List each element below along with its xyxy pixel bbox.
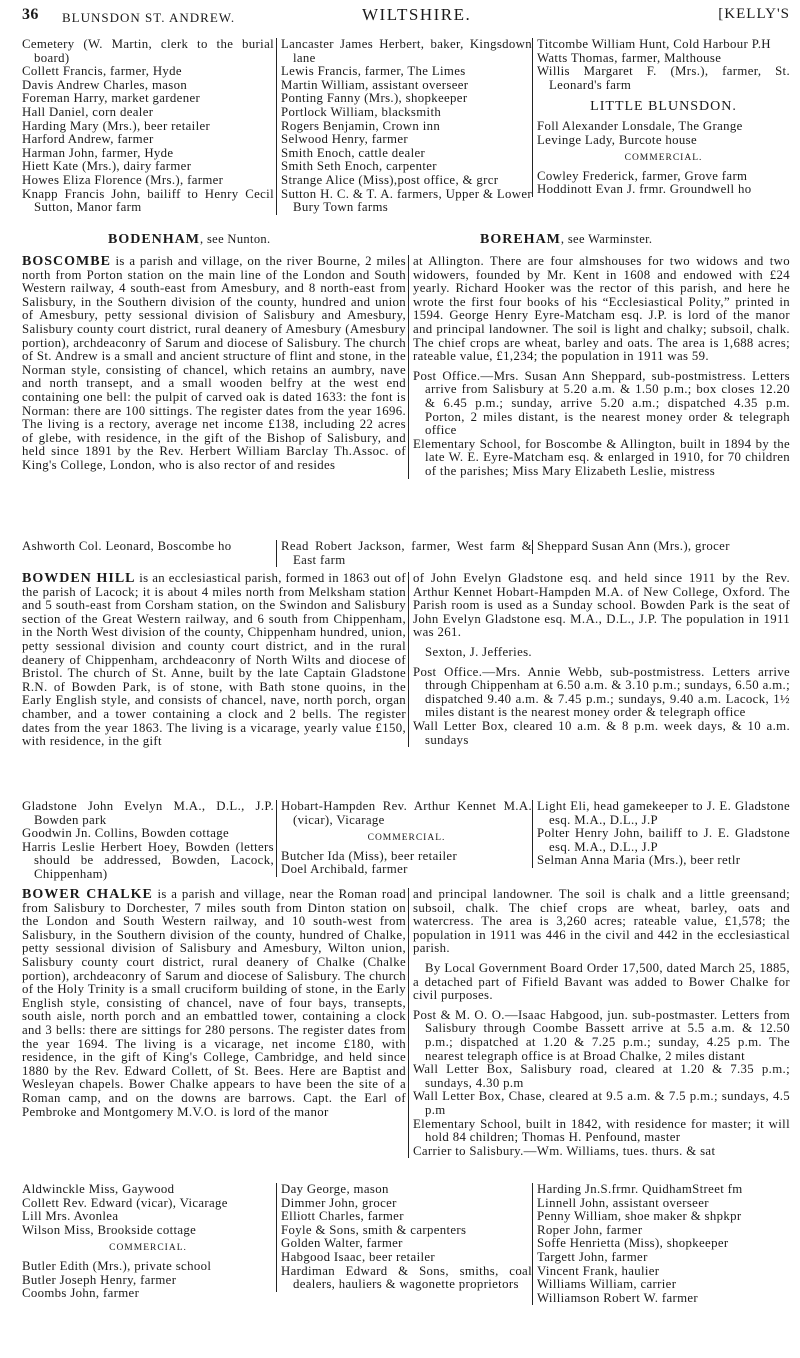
- page-number: 36: [22, 6, 39, 23]
- directory-entry: Titcombe William Hunt, Cold Harbour P.H: [537, 37, 771, 51]
- directory-entry: Ponting Fanny (Mrs.), shopkeeper: [281, 91, 468, 106]
- directory-entry: Harris Leslie Herbert Hoey, Bowden (letters should be addressed, Bowden, Lacock, Chippenham): [22, 839, 274, 881]
- directory-entry: Lancaster James Herbert, baker, Kingsdown lane: [281, 37, 532, 65]
- directory-entry: Butcher Ida (Miss), beer retailer: [281, 848, 458, 863]
- directory-entry: Post Office.—Mrs. Susan Ann Sheppard, sub-postmistress. Letters arrive from Salisbury at 5.20 a.m. & 1.50 p.m.; box closes 12.20 & 6.45 p.m.; sunday, arrive 5.20 a.m.; dispatched 4.35 p.m. Porton, 2 miles distant, is the nearest money order & telegraph office: [413, 368, 790, 438]
- directory-column: [532, 800, 790, 868]
- directory-column: [276, 540, 532, 567]
- directory-entry: Light Eli, head gamekeeper to J. E. Gladstone esq. M.A., D.L., J.P: [537, 799, 790, 827]
- directory-entry: Post Office.—Mrs. Annie Webb, sub-postmistress. Letters arrive through Chippenham at 6.50 a.m. & 3.10 p.m.; sundays, 6.50 a.m.; dispatched 9.40 a.m. & 7.45 p.m.; sundays, 9.40 a.m. Lacock, 1½ miles distant is the nearest money order & telegraph office: [413, 664, 790, 720]
- directory-entry: Linnell John, assistant overseer: [537, 1195, 709, 1210]
- description-text: is a parish and village, near the Roman road from Salisbury to Dorchester, 7 miles south from Dinton station on the London and South Western railway, and 10 south-west from Salisbury, in the Southern division of the county, hundred of Chalke, petty sessional division of Salisbury and Amesbury, Wilton union, Salisbury county court district, rural deanery of Chalke (Chalke portion), archdeaconry of Sarum and diocese of Salisbury. The church of the Holy Trinity is a small cruciform building of stone, in the Early English style, consisting of chancel, nave of four bays, transepts, south aisle, north porch and an embattled tower, containing a clock and 3 bells: there are sittings for 280 persons. The register dates from the year 1694. The living is a vicarage, net income £180, with residence, in the gift of King's College, Cambridge, and held since 1880 by the Rev. Edward Collett, of St. Bees. Here are Baptist and Wesleyan chapels. Bower Chalke appears to have been the site of a Roman camp, and on the downs are barrows. Capt. the Earl of Pembroke and Montgomery M.V.O. is lord of the manor: [22, 887, 407, 1119]
- directory-entry: Targett John, farmer: [537, 1249, 648, 1264]
- directory-column: [276, 1183, 532, 1292]
- directory-entry: Harman John, farmer, Hyde: [22, 145, 174, 160]
- directory-column: [532, 1183, 790, 1305]
- parish-name: BOSCOMBE: [22, 254, 111, 269]
- description-paragraph: [22, 888, 406, 1119]
- directory-entry: Elementary School, for Boscombe & Allington, built in 1894 by the late W. E. Eyre-Matcham esq. & enlarged in 1910, for 70 children of the parishes; Miss Mary Elizabeth Leslie, mistress: [413, 436, 790, 478]
- subsection-heading: COMMERCIAL.: [624, 153, 703, 164]
- directory-entry: Lewis Francis, farmer, The Limes: [281, 64, 466, 79]
- directory-entry: Roper John, farmer: [537, 1222, 643, 1237]
- directory-entry: Watts Thomas, farmer, Malthouse: [537, 50, 722, 65]
- directory-column: [532, 540, 790, 554]
- running-head-right: [KELLY'S: [718, 6, 790, 22]
- directory-entry: Hardiman Edward & Sons, smiths, coal dealers, hauliers & wagonette proprietors: [281, 1263, 532, 1292]
- directory-entry: Hiett Kate (Mrs.), dairy farmer: [22, 159, 192, 174]
- directory-entry: Wall Letter Box, cleared 10 a.m. & 8 p.m. week days, & 10 a.m. sundays: [413, 718, 790, 747]
- cross-reference: [108, 233, 271, 247]
- subsection-heading: COMMERCIAL.: [109, 1243, 187, 1254]
- directory-entry: Martin William, assistant overseer: [281, 77, 469, 92]
- directory-entry: Foll Alexander Lonsdale, The Grange: [537, 118, 743, 133]
- description-text: is an ecclesiastical parish, formed in 1863 out of the parish of Lacock; it is about 4 miles north from Melksham station and 5 south-east from Corsham station, on the Swindon and Salisbury section of the Great Western railway, and 6 south from Chippenham, in the North West division of the county, Chippenham hundred, union, petty sessional division and county court district, and in the rural deanery of Chippenham, archdeaconry of North Wilts and diocese of Bristol. The church of St. Anne, built by the late Captain Gladstone R.N. of Bowden Park, is of stone, with Bath stone quoins, in the Early English style, and consists of chancel, nave, north porch, organ chamber, and a tower containing a clock and 2 bells. The register dates from the year 1863. The living is a vicarage, yearly value £150, with residence, in the gift: [22, 571, 406, 749]
- directory-entry: Polter Henry John, bailiff to J. E. Gladstone esq. M.A., D.L., J.P: [537, 826, 790, 854]
- directory-entry: Knapp Francis John, bailiff to Henry Cecil Sutton, Manor farm: [22, 186, 274, 215]
- page-header: [22, 5, 790, 30]
- directory-entry: Hall Daniel, corn dealer: [22, 104, 154, 119]
- directory-entry: Wall Letter Box, Chase, cleared at 9.5 a.m. & 7.5 p.m.; sundays, 4.5 p.m: [413, 1089, 790, 1117]
- directory-entry: Carrier to Salisbury.—Wm. Williams, tues. thurs. & sat: [413, 1143, 716, 1158]
- directory-entry: Collett Francis, farmer, Hyde: [22, 64, 182, 79]
- running-head-left: BLUNSDON ST. ANDREW.: [62, 10, 236, 25]
- running-head-center: WILTSHIRE.: [362, 5, 472, 24]
- cross-reference: [480, 233, 652, 247]
- description-paragraph: Sexton, J. Jefferies.: [425, 644, 532, 659]
- directory-entry: Davis Andrew Charles, mason: [22, 77, 188, 92]
- parish-description-right: [408, 572, 790, 747]
- directory-entry: Cemetery (W. Martin, clerk to the burial board): [22, 37, 274, 65]
- parish-description-left: [22, 255, 406, 473]
- directory-entry: Smith Enoch, cattle dealer: [281, 145, 426, 160]
- directory-entry: Doel Archibald, farmer: [281, 862, 408, 877]
- directory-entry: Williams William, carrier: [537, 1277, 677, 1292]
- directory-entry: Levinge Lady, Burcote house: [537, 132, 698, 147]
- directory-entry: Elementary School, built in 1842, with residence for master; it will hold 84 children; Thomas H. Penfound, master: [413, 1116, 790, 1145]
- directory-entry: Wilson Miss, Brookside cottage: [22, 1222, 197, 1237]
- directory-entry: Aldwinckle Miss, Gaywood: [22, 1182, 175, 1196]
- directory-entry: Rogers Benjamin, Crown inn: [281, 118, 441, 133]
- directory-entry: Williamson Robert W. farmer: [537, 1290, 699, 1305]
- directory-entry: Collett Rev. Edward (vicar), Vicarage: [22, 1195, 228, 1210]
- directory-column: [22, 1183, 274, 1301]
- directory-entry: Selman Anna Maria (Mrs.), beer retlr: [537, 853, 741, 868]
- directory-column: [22, 540, 274, 554]
- directory-entry: Hobart-Hampden Rev. Arthur Kennet M.A. (vicar), Vicarage: [281, 799, 532, 827]
- directory-entry: Sheppard Susan Ann (Mrs.), grocer: [537, 539, 730, 553]
- description-paragraph: By Local Government Board Order 17,500, dated March 25, 1885, a detached part of Fifield Bavant was added to Bower Chalke for civil purposes.: [413, 960, 790, 1003]
- directory-column: [276, 38, 532, 215]
- directory-column: [532, 38, 790, 197]
- directory-entry: Read Robert Jackson, farmer, West farm & East farm: [281, 539, 532, 567]
- description-paragraph: [22, 255, 406, 473]
- directory-entry: Golden Walter, farmer: [281, 1236, 403, 1251]
- see-reference: , see Nunton.: [200, 232, 271, 246]
- directory-entry: Soffe Henrietta (Miss), shopkeeper: [537, 1236, 729, 1251]
- directory-column: [22, 38, 274, 215]
- directory-entry: Howes Eliza Florence (Mrs.), farmer: [22, 172, 224, 187]
- directory-entry: Foyle & Sons, smith & carpenters: [281, 1222, 467, 1237]
- directory-entry: Gladstone John Evelyn M.A., D.L., J.P. Bowden park: [22, 799, 274, 827]
- parish-description-right: [408, 255, 790, 479]
- description-paragraph: at Allington. There are four almshouses for two widows and two widowers, founded by Mr. Kent in 1608 and endowed with £24 yearly. Richard Hooker was the rector of this parish, and here he wrote the first four books of his “Ecclesiastical Polity,” printed in 1594. George Henry Eyre-Matcham esq. J.P. is lord of the manor and principal landowner. The soil is light and chalky; subsoil, chalk. The chief crops are wheat, barley and oats. The area is 1,688 acres; rateable value, £1,234; the population in 1911 was 59.: [413, 254, 790, 364]
- directory-entry: Butler Joseph Henry, farmer: [22, 1272, 177, 1287]
- directory-entry: Butler Edith (Mrs.), private school: [22, 1258, 212, 1273]
- directory-entry: Sutton H. C. & T. A. farmers, Upper & Lower Bury Town farms: [281, 186, 532, 215]
- place-name: BODENHAM: [108, 232, 200, 247]
- directory-entry: Cowley Frederick, farmer, Grove farm: [537, 168, 748, 183]
- parish-description-right: [408, 888, 790, 1158]
- parish-name: BOWER CHALKE: [22, 887, 153, 902]
- directory-entry: Portlock William, blacksmith: [281, 104, 442, 119]
- directory-entry: Wall Letter Box, Salisbury road, cleared at 1.20 & 7.35 p.m.; sundays, 4.30 p.m: [413, 1062, 790, 1090]
- description-text: is a parish and village, on the river Bourne, 2 miles north from Porton station on the main line of the London and South Western railway, 4 south-east from Amesbury, and 8 north-east from Salisbury, in the Southern division of the county, hundred and union of Amesbury, petty sessional division of Salisbury and Amesbury, Salisbury county court district, rural deanery of Amesbury (Amesbury portion), archdeaconry of Sarum and diocese of Salisbury. The church of St. Andrew is a small and ancient structure of flint and stone, in the Norman style, consisting of chancel, which retains an aumbry, nave and north transept, and a small wooden belfry at the west end containing one bell: the pulpit of carved oak is dated 1633: the font is Norman: there are 100 sittings. The register dates from the year 1696. The living is a rectory, average net income £138, including 22 acres of glebe, with residence, in the gift of the Bishop of Salisbury, and held since 1891 by the Rev. Herbert William Barclay Th.Assoc. of King's College, London, who is also rector of and resides: [22, 254, 406, 472]
- directory-entry: Harford Andrew, farmer: [22, 132, 154, 147]
- see-reference: , see Warminster.: [560, 232, 653, 246]
- directory-entry: Harding Mary (Mrs.), beer retailer: [22, 118, 211, 133]
- directory-entry: Goodwin Jn. Collins, Bowden cottage: [22, 826, 230, 841]
- parish-description-left: [22, 888, 406, 1119]
- directory-entry: Elliott Charles, farmer: [281, 1209, 404, 1224]
- directory-entry: Hoddinott Evan J. frmr. Groundwell ho: [537, 182, 752, 197]
- directory-entry: Strange Alice (Miss),post office, & grcr: [281, 172, 499, 187]
- place-name: BOREHAM: [480, 232, 561, 247]
- directory-entry: Willis Margaret F. (Mrs.), farmer, St. Leonard's farm: [537, 64, 790, 92]
- directory-entry: Vincent Frank, haulier: [537, 1263, 660, 1278]
- directory-entry: Dimmer John, grocer: [281, 1195, 397, 1210]
- parish-description-left: [22, 572, 406, 749]
- directory-column: [22, 800, 274, 882]
- directory-entry: Penny William, shoe maker & shpkpr: [537, 1209, 742, 1224]
- directory-entry: Day George, mason: [281, 1182, 389, 1196]
- directory-entry: Ashworth Col. Leonard, Boscombe ho: [22, 539, 232, 553]
- directory-entry: Smith Seth Enoch, carpenter: [281, 159, 437, 174]
- description-paragraph: [22, 572, 406, 749]
- directory-entry: Post & M. O. O.—Isaac Habgood, jun. sub-postmaster. Letters from Salisbury through Coombe Bassett arrive at 5.5 a.m. & 12.50 p.m.; dispatched at 1.20 & 7.25 p.m.; sunday, 4.25 p.m. The nearest telegraph office is at Broad Chalke, 2 miles distant: [413, 1007, 790, 1063]
- directory-entry: Habgood Isaac, beer retailer: [281, 1249, 436, 1264]
- directory-entry: Harding Jn.S.frmr. QuidhamStreet fm: [537, 1182, 743, 1196]
- parish-name: BOWDEN HILL: [22, 571, 136, 586]
- directory-entry: Lill Mrs. Avonlea: [22, 1209, 119, 1224]
- directory-column: [276, 800, 532, 877]
- description-paragraph: and principal landowner. The soil is chalk and a little greensand; subsoil, chalk. The chief crops are wheat, barley, oats and watercress. The area is 3,260 acres; rateable value, £1,578; the population in 1911 was 446 in the civil and 442 in the ecclesiastical parish.: [413, 887, 790, 956]
- section-heading: LITTLE BLUNSDON.: [590, 99, 737, 115]
- directory-entry: Foreman Harry, market gardener: [22, 91, 201, 106]
- directory-entry: Coombs John, farmer: [22, 1286, 140, 1301]
- directory-entry: Selwood Henry, farmer: [281, 132, 408, 147]
- subsection-heading: COMMERCIAL.: [367, 833, 446, 844]
- description-paragraph: of John Evelyn Gladstone esq. and held since 1911 by the Rev. Arthur Kennet Hobart-Hampden M.A. of New College, Oxford. The Parish room is used as a Sunday school. Bowden Park is the seat of John Evelyn Gladstone esq. M.A., D.L., J.P. The population in 1911 was 261.: [413, 571, 790, 640]
